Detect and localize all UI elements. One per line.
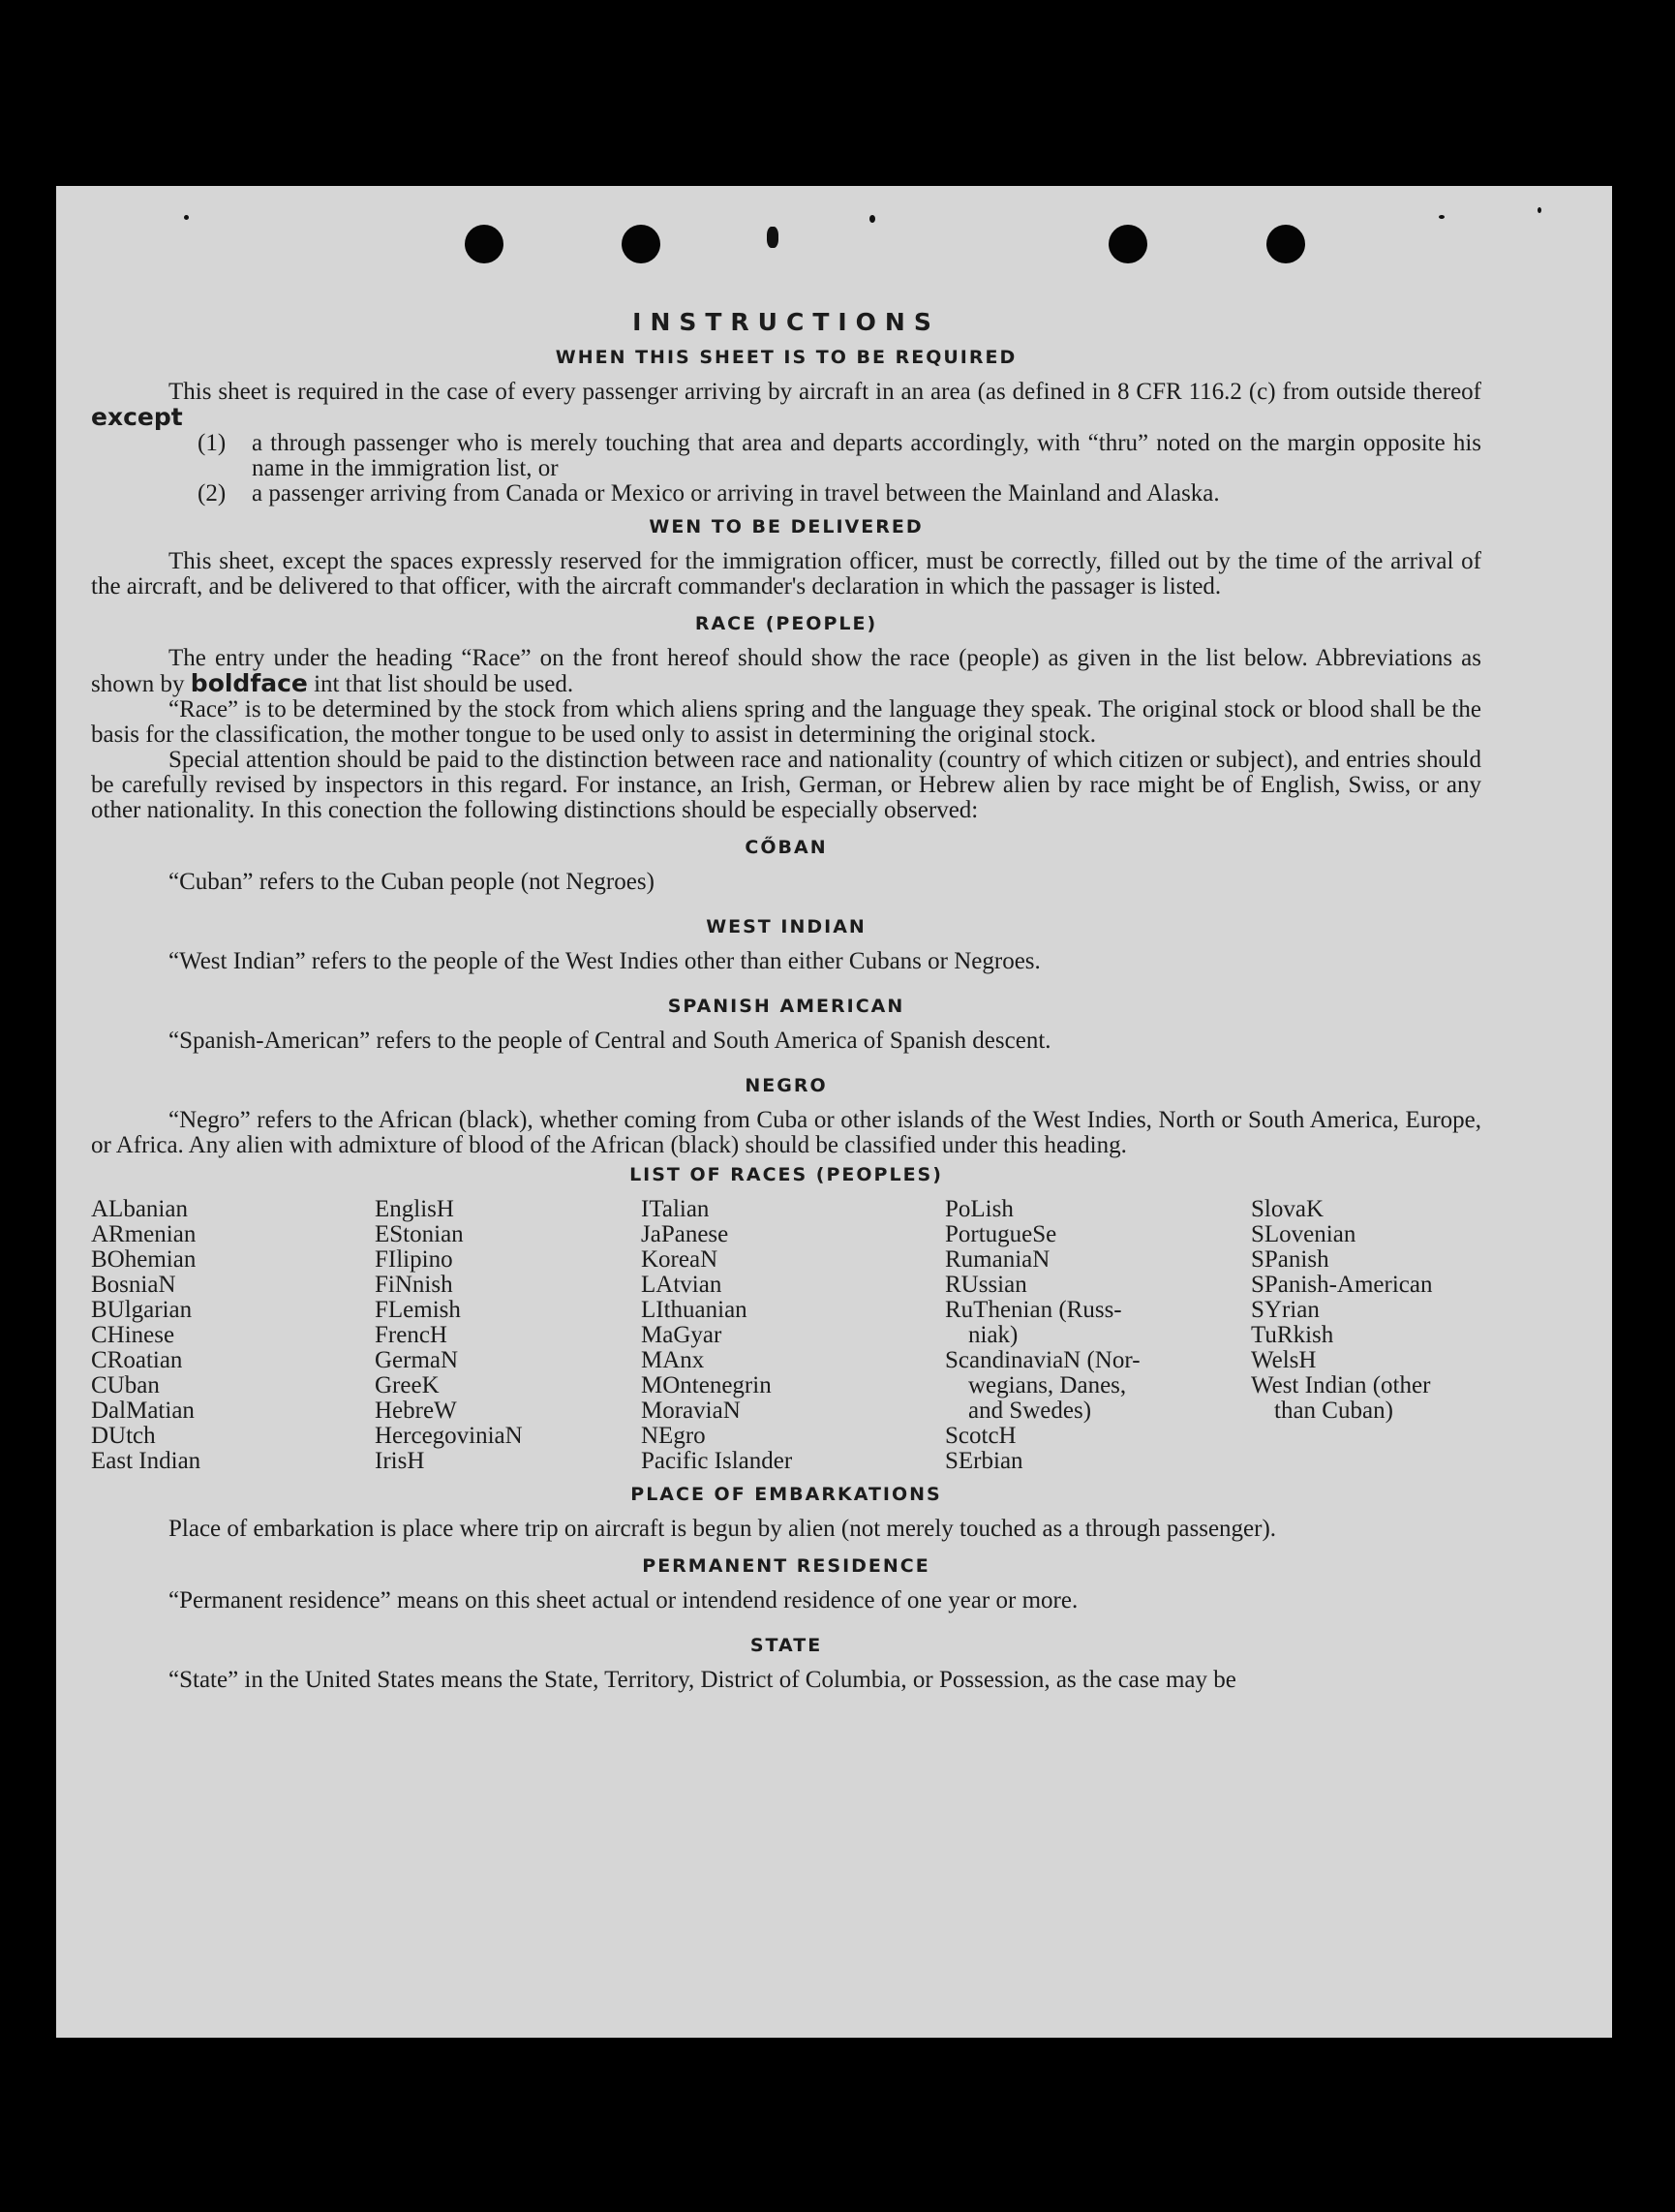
race-item: CHinese — [91, 1322, 175, 1348]
state-text: “State” in the United States means the State, Territory, District of Columbia, or Possession, as the case may be — [168, 1667, 1236, 1693]
exception-number: (1) — [198, 430, 227, 456]
race-item: Pacific Islander — [641, 1448, 793, 1474]
embarkation-text: Place of embarkation is place where trip on aircraft is begun by alien (not merely touched as a through passenger). — [168, 1516, 1277, 1542]
race-item: SPanish-American — [1251, 1272, 1433, 1298]
race-item: CRoatian — [91, 1347, 183, 1373]
heading-place-of-embarkation: PLACE OF EMBARKATIONS — [630, 1484, 942, 1505]
race-item: BUlgarian — [91, 1297, 193, 1323]
punch-hole — [622, 225, 660, 263]
cuban-text: “Cuban” refers to the Cuban people (not Negroes) — [168, 869, 655, 895]
exception-number: (2) — [198, 480, 227, 507]
race-column-1 — [91, 1197, 375, 1474]
race-item: GermaN — [375, 1347, 459, 1373]
race-item: RuThenian (Russ- — [945, 1297, 1122, 1323]
heading-negro: NEGRO — [745, 1075, 828, 1096]
race-item: MaGyar — [641, 1322, 722, 1348]
race-item: RUssian — [945, 1272, 1027, 1298]
west-indian-text: “West Indian” refers to the people of the West Indies other than either Cubans or Negroes. — [168, 948, 1041, 974]
required-intro-bold: except — [91, 403, 183, 431]
race-paragraph-2: “Race” is to be determined by the stock from which aliens spring and the language they speak. The original stock or blood shall be the basis for the classification, the mother tongue to be used only to assist in determining the original stock. — [91, 696, 1481, 748]
heading-spanish-american: SPANISH AMERICAN — [667, 996, 905, 1017]
paper-speck — [767, 227, 778, 248]
paper-speck — [869, 215, 875, 223]
heading-list-of-races: LIST OF RACES (PEOPLES) — [629, 1164, 943, 1185]
race-item: ITalian — [641, 1196, 710, 1222]
race-item: SYrian — [1251, 1297, 1320, 1323]
race-item-continued: niak) — [968, 1322, 1019, 1348]
race-item: BosniaN — [91, 1272, 176, 1298]
race-column-3 — [641, 1197, 945, 1474]
race-item: SLovenian — [1251, 1221, 1356, 1247]
race-item: CUban — [91, 1372, 160, 1398]
race-item: ALbanian — [91, 1196, 188, 1222]
race-item: RumaniaN — [945, 1246, 1051, 1273]
race-item: FIlipino — [375, 1246, 453, 1273]
heading-race: RACE (PEOPLE) — [694, 613, 878, 634]
exception-item — [198, 431, 1481, 481]
delivered-text: This sheet, except the spaces expressly reserved for the immigration officer, must be correctly, filled out by the time of the arrival of the aircraft, and be delivered to that officer, with the aircraft commander's declaration in which the passager is listed. — [91, 548, 1481, 599]
race-item: EStonian — [375, 1221, 464, 1247]
race-item: BOhemian — [91, 1246, 197, 1273]
race-item: FLemish — [375, 1297, 461, 1323]
race-item: DalMatian — [91, 1398, 195, 1424]
race-p1-before: The entry under the heading “Race” on the front hereof should show the race (people) as given in the list below. Abbreviations as shown by — [91, 645, 1481, 697]
race-item: GreeK — [375, 1372, 440, 1398]
race-item: West Indian (other — [1251, 1372, 1431, 1398]
instructions-content — [91, 310, 1481, 1693]
punch-hole — [1266, 225, 1305, 263]
race-item: JaPanese — [641, 1221, 729, 1247]
race-p1-bold: boldface — [190, 669, 308, 697]
race-item-continued: and Swedes) — [968, 1398, 1092, 1424]
heading-when-required: WHEN THIS SHEET IS TO BE REQUIRED — [555, 347, 1018, 368]
exception-item — [198, 481, 1481, 507]
race-item: WelsH — [1251, 1347, 1317, 1373]
race-item: TuRkish — [1251, 1322, 1334, 1348]
race-item: NEgro — [641, 1423, 706, 1449]
heading-cuban: CŐBAN — [745, 837, 828, 858]
race-paragraph-3: Special attention should be paid to the distinction between race and nationality (country of which citizen or subject), and entries should be carefully revised by inspectors in this regard. For instance, an Irish, German, or Hebrew alien by race might be of English, Swiss, or any other nationality. In this conection the following distinctions should be especially observed: — [91, 747, 1481, 823]
race-item: FrencH — [375, 1322, 447, 1348]
exception-text: a through passenger who is merely touching that area and departs accordingly, with “thru” noted on the margin opposite his name in the immigration list, or — [252, 430, 1481, 481]
race-column-4 — [945, 1197, 1251, 1474]
race-item: HercegoviniaN — [375, 1423, 523, 1449]
heading-when-delivered: WEN TO BE DELIVERED — [649, 516, 924, 538]
exception-text: a passenger arriving from Canada or Mexico or arriving in travel between the Mainland and Alaska. — [252, 480, 1220, 507]
race-item: LAtvian — [641, 1272, 722, 1298]
race-item: SPanish — [1251, 1246, 1329, 1273]
race-item: KoreaN — [641, 1246, 718, 1273]
race-item: DUtch — [91, 1423, 156, 1449]
required-intro — [91, 380, 1481, 431]
race-p1-after: int that list should be used. — [314, 671, 574, 697]
race-item: EnglisH — [375, 1196, 454, 1222]
race-item: ARmenian — [91, 1221, 197, 1247]
paper-speck — [1538, 207, 1541, 213]
race-item: PoLish — [945, 1196, 1014, 1222]
race-item: FiNnish — [375, 1272, 453, 1298]
race-item: East Indian — [91, 1448, 201, 1474]
race-list — [91, 1197, 1481, 1474]
heading-permanent-residence: PERMANENT RESIDENCE — [642, 1555, 930, 1577]
punch-hole — [465, 225, 503, 263]
race-item: IrisH — [375, 1448, 425, 1474]
race-item: HebreW — [375, 1398, 457, 1424]
negro-text: “Negro” refers to the African (black), whether coming from Cuba or other islands of the West Indies, North or South America, Europe, or Africa. Any alien with admixture of blood of the African (black) should be classified under this heading. — [91, 1107, 1481, 1158]
heading-state: STATE — [749, 1635, 823, 1656]
race-column-5 — [1251, 1197, 1481, 1474]
race-item: SlovaK — [1251, 1196, 1324, 1222]
spanish-american-text: “Spanish-American” refers to the people of Central and South America of Spanish descent. — [168, 1028, 1051, 1054]
race-item: MAnx — [641, 1347, 705, 1373]
race-item: MOntenegrin — [641, 1372, 772, 1398]
residence-text: “Permanent residence” means on this sheet actual or intendend residence of one year or more. — [168, 1587, 1079, 1613]
race-item: ScandinaviaN (Nor- — [945, 1347, 1141, 1373]
race-item: SErbian — [945, 1448, 1023, 1474]
paper-speck — [1439, 215, 1445, 219]
punch-hole — [1109, 225, 1147, 263]
race-column-2 — [375, 1197, 641, 1474]
race-paragraph-1 — [91, 646, 1481, 697]
race-item-continued: wegians, Danes, — [968, 1372, 1127, 1398]
race-item: PortugueSe — [945, 1221, 1057, 1247]
race-item: ScotcH — [945, 1423, 1017, 1449]
race-item: LIthuanian — [641, 1297, 747, 1323]
paper-speck — [184, 215, 189, 220]
document-sheet — [56, 186, 1612, 2038]
race-item: MoraviaN — [641, 1398, 741, 1424]
heading-west-indian: WEST INDIAN — [706, 916, 867, 937]
race-item-continued: than Cuban) — [1274, 1398, 1393, 1424]
required-intro-text: This sheet is required in the case of every passenger arriving by aircraft in an area (as defined in 8 CFR 116.2 (c) from outside thereof — [168, 379, 1481, 405]
page-title: INSTRUCTIONS — [632, 308, 940, 336]
